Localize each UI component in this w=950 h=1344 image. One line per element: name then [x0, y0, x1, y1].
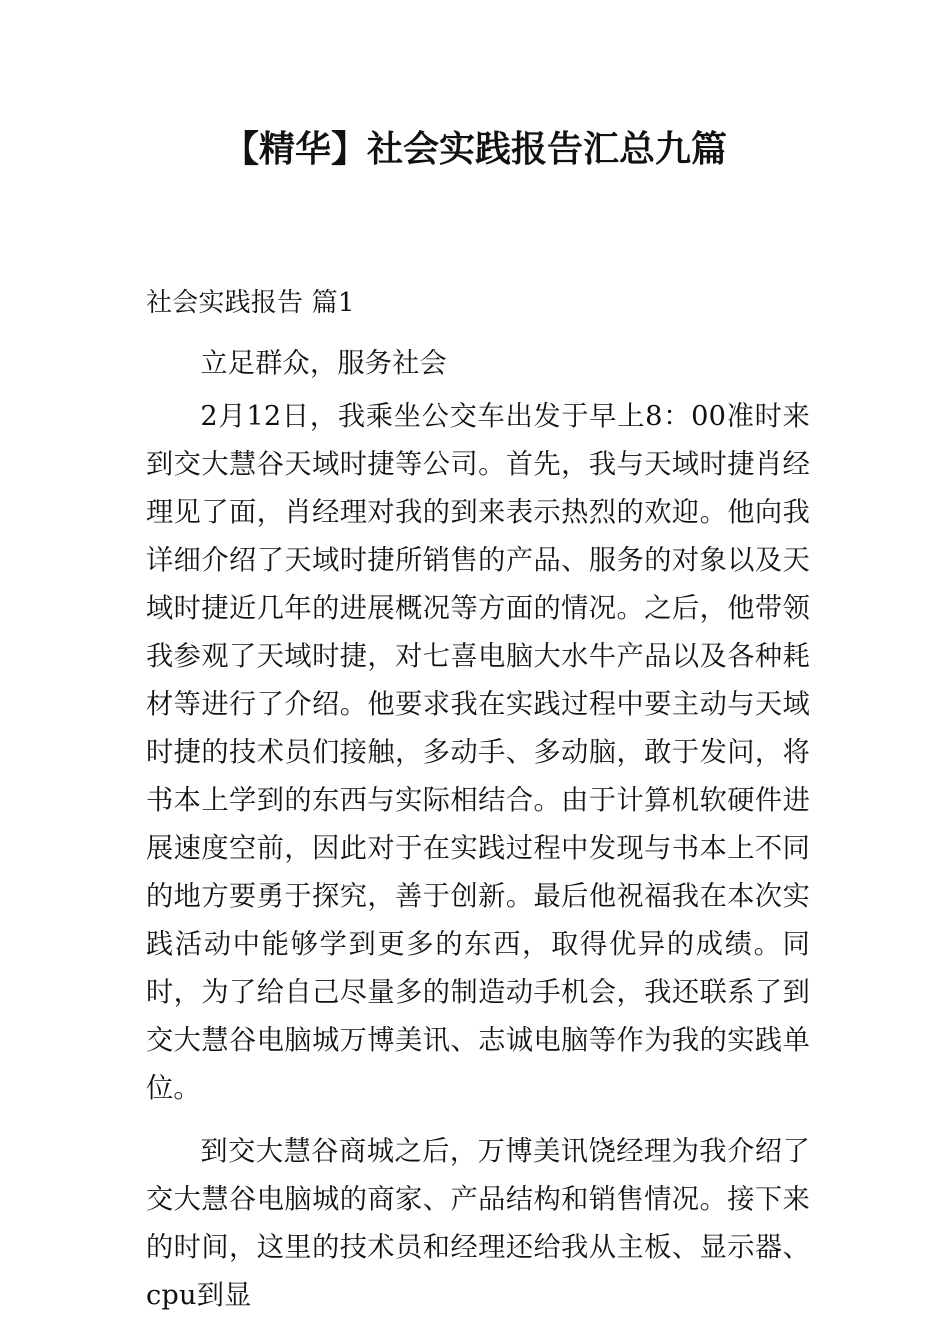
paragraph: 2月12日，我乘坐公交车出发于早上8：00准时来到交大慧谷天域时捷等公司。首先，我与天域时捷肖经理见了面，肖经理对我的到来表示热烈的欢迎。他向我详细介绍了天域时捷所销售的产品、服务的对象以及天域时捷近几年的进展概况等方面的情况。之后，他带领我参观了天域时捷，对七喜电脑大水牛产品以及各种耗材等进行了介绍。他要求我在实践过程中要主动与天域时捷的技术员们接触，多动手、多动脑，敢于发问，将书本上学到的东西与实际相结合。由于计算机软硬件进展速度空前，因此对于在实践过程中发现与书本上不同的地方要勇于探究，善于创新。最后他祝福我在本次实践活动中能够学到更多的东西，取得优异的成绩。同时，为了给自己尽量多的制造动手机会，我还联系了到交大慧谷电脑城万博美讯、志诚电脑等作为我的实践单位。 — [146, 401, 810, 1104]
document-title: 【精华】社会实践报告汇总九篇 — [222, 129, 727, 170]
paragraph: 到交大慧谷商城之后，万博美讯饶经理为我介绍了交大慧谷电脑城的商家、产品结构和销售情况。接下来的时间，这里的技术员和经理还给我从主板、显示器、cpu到显 — [146, 1136, 810, 1311]
section-heading: 社会实践报告 篇1 — [146, 288, 355, 318]
article-body — [146, 279, 810, 1335]
paragraph-subtitle: 立足群众，服务社会 — [200, 348, 447, 379]
